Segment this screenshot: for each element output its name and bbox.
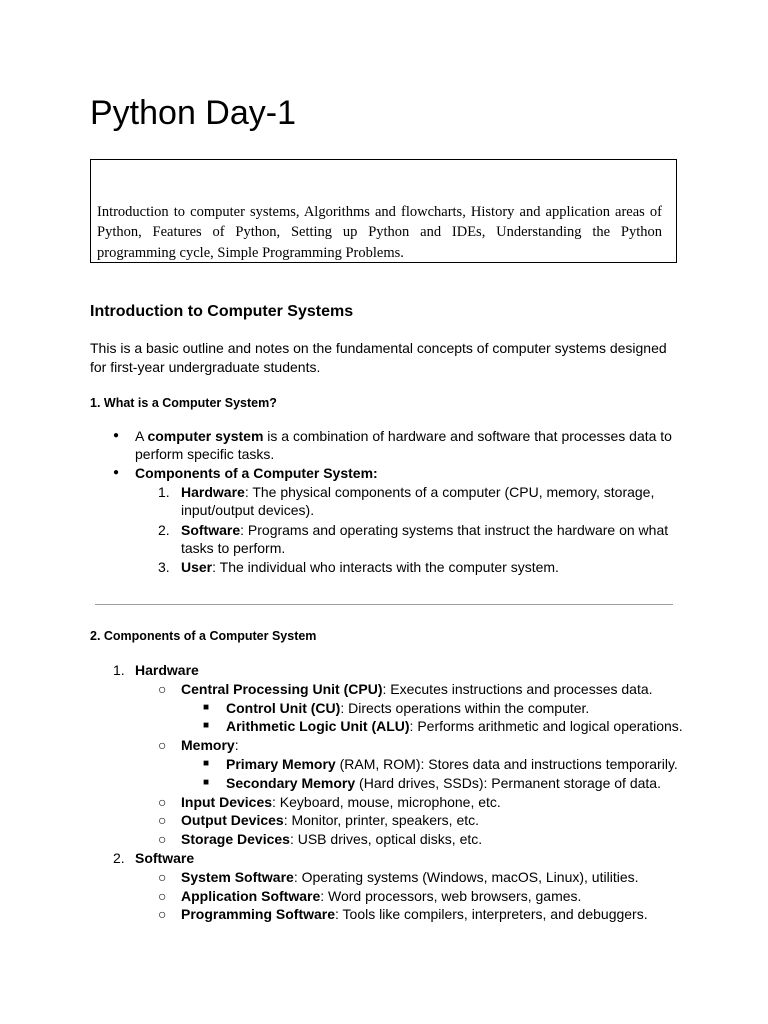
- list-item: Programming Software: Tools like compilers, interpreters, and debuggers.: [181, 906, 648, 922]
- square-marker: ■: [203, 758, 210, 769]
- list-item: Software: [135, 850, 195, 866]
- list-item: Output Devices: Monitor, printer, speakers, etc.: [181, 812, 480, 828]
- circle-marker: ○: [158, 812, 167, 828]
- circle-marker: ○: [158, 681, 167, 697]
- list-number: 2.: [158, 522, 170, 538]
- bullet-marker: ●: [113, 467, 120, 478]
- list-number: 1.: [158, 484, 170, 500]
- horizontal-divider: [95, 604, 673, 605]
- list-item-continued: perform specific tasks.: [135, 446, 275, 462]
- circle-marker: ○: [158, 794, 167, 810]
- circle-marker: ○: [158, 906, 167, 922]
- list-item: Application Software: Word processors, web browsers, games.: [181, 888, 582, 904]
- list-item-continued: input/output devices).: [181, 502, 315, 518]
- circle-marker: ○: [158, 888, 167, 904]
- square-marker: ■: [203, 720, 210, 731]
- list-item: Storage Devices: USB drives, optical disks, etc.: [181, 831, 483, 847]
- list-item: Software: Programs and operating systems that instruct the hardware on what: [181, 522, 669, 538]
- list-item: User: The individual who interacts with the computer system.: [181, 559, 559, 575]
- list-number: 3.: [158, 559, 170, 575]
- list-item: Components of a Computer System:: [135, 465, 378, 481]
- circle-marker: ○: [158, 869, 167, 885]
- circle-marker: ○: [158, 831, 167, 847]
- bullet-marker: ●: [113, 430, 120, 441]
- list-item: Secondary Memory (Hard drives, SSDs): Permanent storage of data.: [226, 775, 661, 791]
- list-item: Input Devices: Keyboard, mouse, microphone, etc.: [181, 794, 501, 810]
- list-item: Memory:: [181, 737, 239, 753]
- subsection-heading-2: 2. Components of a Computer System: [90, 629, 317, 643]
- list-item: Primary Memory (RAM, ROM): Stores data and instructions temporarily.: [226, 756, 678, 772]
- square-marker: ■: [203, 777, 210, 788]
- list-number: 1.: [113, 662, 125, 678]
- page-title: Python Day-1: [90, 94, 296, 132]
- subsection-heading-1: 1. What is a Computer System?: [90, 396, 277, 410]
- abstract-text: Introduction to computer systems, Algorithms and flowcharts, History and application areas of Python, Features of Python, Setting up Python and IDEs, Understanding the Python programming cycle, Simple Programming Problems.: [97, 203, 662, 261]
- square-marker: ■: [203, 702, 210, 713]
- list-item: System Software: Operating systems (Windows, macOS, Linux), utilities.: [181, 869, 639, 885]
- list-item: Hardware: The physical components of a computer (CPU, memory, storage,: [181, 484, 655, 500]
- circle-marker: ○: [158, 737, 167, 753]
- list-item: Hardware: [135, 662, 199, 678]
- list-number: 2.: [113, 850, 125, 866]
- section-intro: This is a basic outline and notes on the fundamental concepts of computer systems designed for first-year undergraduate students.: [90, 340, 667, 375]
- list-item: A computer system is a combination of hardware and software that processes data to: [135, 428, 672, 444]
- section-heading: Introduction to Computer Systems: [90, 303, 354, 320]
- list-item: Arithmetic Logic Unit (ALU): Performs arithmetic and logical operations.: [226, 718, 683, 734]
- abstract-box: [90, 159, 677, 263]
- list-item-continued: tasks to perform.: [181, 540, 286, 556]
- list-item: Control Unit (CU): Directs operations within the computer.: [226, 700, 590, 716]
- list-item: Central Processing Unit (CPU): Executes instructions and processes data.: [181, 681, 653, 697]
